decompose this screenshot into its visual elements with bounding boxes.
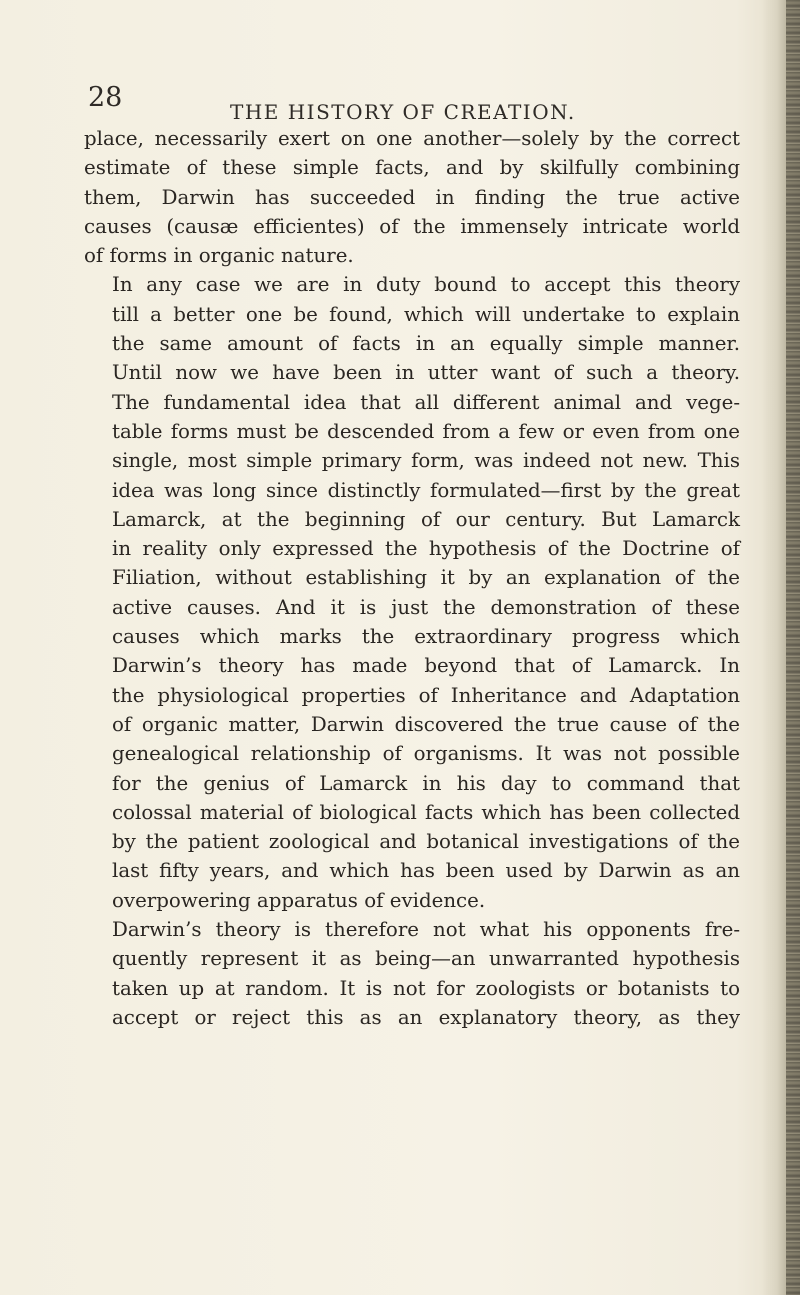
text-line: till a better one be found, which will undertake to explain [112,302,740,326]
text-line: In any case we are in duty bound to accept this theory [112,273,740,297]
text-line: Until now we have been in utter want of such a theory. [112,361,740,385]
text-line: estimate of these simple facts, and by skilfully combining [84,156,740,180]
text-line: the same amount of facts in an equally simple manner. [112,332,740,356]
text-line: The fundamental idea that all different animal and vege- [112,390,740,414]
text-line: of organic matter, Darwin discovered the true cause of the [112,712,740,736]
text-line: genealogical relationship of organisms. It was not possible [112,742,740,766]
text-line: Filiation, without establishing it by an explanation of the [112,566,740,590]
page-edge [786,0,800,1295]
text-line: quently represent it as being—an unwarranted hypothesis [112,947,740,971]
paragraph-3 [84,915,740,1032]
text-line: single, most simple primary form, was indeed not new. This [112,449,740,473]
text-line: them, Darwin has succeeded in finding the true active [84,185,740,209]
text-line: last fifty years, and which has been used by Darwin as an [112,859,740,883]
paragraph-2 [84,270,740,915]
text-line: for the genius of Lamarck in his day to command that [112,771,740,795]
text-line: causes which marks the extraordinary progress which [112,625,740,649]
text-line: place, necessarily exert on one another—solely by the correct [84,127,740,150]
body-text [84,124,740,1032]
text-line: taken up at random. It is not for zoologists or botanists to [112,976,740,1000]
text-line: colossal material of biological facts which has been collected [112,800,740,824]
text-line: of forms in organic nature. [84,244,354,268]
text-line: Darwin’s theory has made beyond that of Lamarck. In [112,654,740,678]
page-number: 28 [88,82,123,113]
text-line: active causes. And it is just the demonstration of these [112,595,740,619]
text-line: Lamarck, at the beginning of our century. But Lamarck [112,507,740,531]
running-head: THE HISTORY OF CREATION. [230,100,576,124]
text-line: by the patient zoological and botanical investigations of the [112,830,740,854]
text-line: table forms must be descended from a few or even from one [112,419,740,443]
text-line: in reality only expressed the hypothesis of the Doctrine of [112,537,740,561]
text-line: the physiological properties of Inheritance and Adaptation [112,683,740,707]
text-line: overpowering apparatus of evidence. [112,888,486,912]
text-line: idea was long since distinctly formulated—first by the great [112,478,740,502]
text-line: Darwin’s theory is therefore not what his opponents fre- [112,918,740,942]
text-line: accept or reject this as an explanatory theory, as they [112,1005,740,1029]
paragraph-1 [84,124,740,270]
text-line: causes (causæ efficientes) of the immensely intricate world [84,214,740,238]
